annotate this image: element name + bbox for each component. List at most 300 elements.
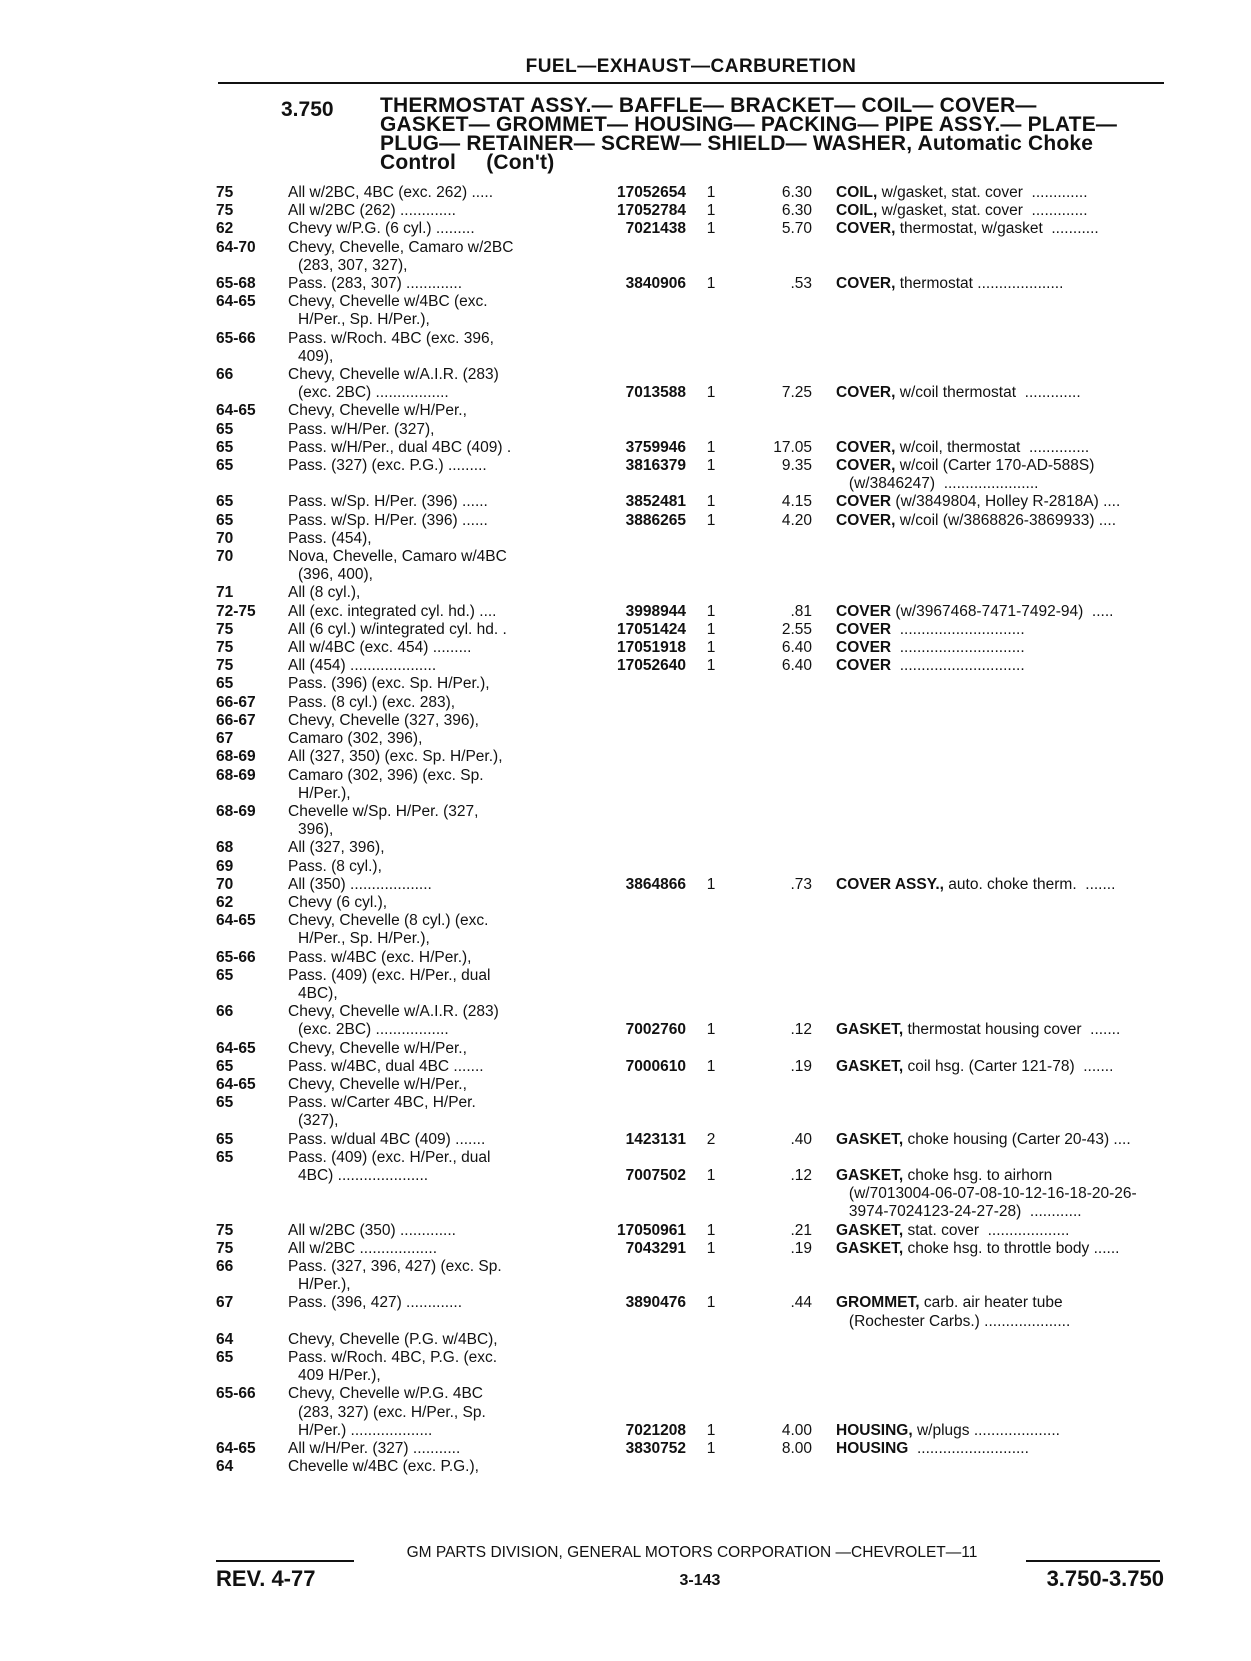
application [278,675,598,693]
description [812,439,1172,457]
application-text: (396, 400), [298,566,373,584]
table-row [216,1440,1166,1458]
application [278,1222,598,1240]
description [812,1058,1172,1076]
price [730,803,812,821]
parts-table [216,184,1166,1476]
part-number: 3840906 [625,275,686,293]
price [730,912,812,930]
model-year: 65 [216,438,234,456]
quantity: 2 [706,1130,716,1148]
quantity [686,1404,730,1422]
part-name: COIL, [836,202,878,220]
part-number [598,930,686,948]
quantity: 1 [706,202,716,220]
model-year [216,475,278,493]
part-number [598,730,686,748]
application [278,330,598,348]
model-year [216,1404,278,1422]
part-number [598,985,686,1003]
quantity: 1 [706,184,716,201]
application [278,548,598,566]
price [730,311,812,329]
description [812,1440,1172,1458]
description [812,1240,1172,1258]
quantity [686,1331,730,1349]
price: 7.25 [781,384,812,402]
model-year: 70 [216,548,234,566]
quantity [686,930,730,948]
price [730,748,812,766]
description [812,348,1172,366]
part-number [598,912,686,930]
table-row [216,839,1166,857]
application [278,967,598,985]
model-year: 66 [216,1003,234,1021]
application [278,1149,598,1167]
application [278,1094,598,1112]
part-name: GASKET, [836,1239,904,1257]
description [812,1422,1172,1440]
description [812,621,1172,639]
price [730,348,812,366]
application [278,530,598,548]
part-name: COVER, [836,275,896,293]
quantity [686,730,730,748]
application [278,584,598,602]
description [812,694,1172,712]
price [730,1385,812,1403]
application [278,858,598,876]
part-name: COVER [836,639,892,657]
quantity: 1 [706,620,716,638]
model-year [216,311,278,329]
application-text: Pass. (8 cyl.) (exc. 283), [288,693,456,711]
table-row [216,1185,1166,1203]
application-text: All (350) [288,875,346,893]
table-row [216,493,1166,511]
quantity [686,694,730,712]
part-description: auto. choke therm. ....... [943,875,1116,893]
application-text: H/Per.), [298,1276,351,1294]
part-name: GROMMET, [836,1294,920,1312]
application-text: All (454) [288,657,346,675]
table-row [216,730,1166,748]
table-row [216,1258,1166,1276]
quantity [686,1094,730,1112]
price [730,1203,812,1221]
application-text: All w/4BC (exc. 454) [288,639,429,657]
part-description: w/plugs .................... [912,1421,1060,1439]
description [812,184,1172,202]
application-text: (283, 327) (exc. H/Per., Sp. [298,1403,486,1421]
footer-rule-right [1026,1560,1160,1562]
price: .21 [790,1221,812,1239]
quantity [686,311,730,329]
model-year: 66 [216,366,234,384]
quantity: 1 [706,275,716,293]
quantity [686,348,730,366]
table-row [216,858,1166,876]
leader-dots: ................. [371,1021,449,1039]
part-number [598,1458,686,1476]
part-number: 17051918 [617,639,686,657]
model-year: 66-67 [216,711,256,729]
table-row [216,603,1166,621]
application-text: Pass. w/dual 4BC (409) [288,1130,451,1148]
table-row [216,1021,1166,1039]
table-row [216,1294,1166,1312]
table-row [216,1058,1166,1076]
part-number [598,1076,686,1094]
application [278,767,598,785]
part-name: COVER, [836,220,896,238]
model-year: 75 [216,184,234,201]
application-text: All w/2BC [288,1239,356,1257]
part-description: coil hsg. (Carter 121-78) ....... [903,1057,1114,1075]
part-number: 7000610 [625,1057,686,1075]
section-title-line: Control (Con't) [380,151,555,174]
application [278,1240,598,1258]
model-year: 68-69 [216,748,256,766]
description [812,1385,1172,1403]
price [730,548,812,566]
part-number [598,584,686,602]
application-text: All w/2BC (350) [288,1221,396,1239]
part-number: 3890476 [625,1294,686,1312]
price: .12 [790,1166,812,1184]
part-number [598,1258,686,1276]
application [278,202,598,220]
model-year: 70 [216,529,234,547]
part-number [598,1331,686,1349]
model-year: 65 [216,1148,234,1166]
model-year: 62 [216,220,234,238]
description [812,384,1172,402]
part-number: 17052654 [617,184,686,201]
description [812,1021,1172,1039]
quantity [686,912,730,930]
quantity [686,858,730,876]
application-text: Pass. w/Roch. 4BC, P.G. (exc. [288,1349,498,1366]
part-description: choke housing (Carter 20-43) .... [903,1130,1131,1148]
model-year: 65-66 [216,948,256,966]
part-number [598,767,686,785]
section-title-line: PLUG— RETAINER— SCREW— SHIELD— WASHER, Automatic Choke [380,132,1094,155]
application [278,1404,598,1422]
price: 6.40 [781,639,812,657]
quantity [686,985,730,1003]
part-name: COVER, [836,511,896,529]
part-number [598,402,686,420]
table-row [216,366,1166,384]
part-number [598,694,686,712]
table-row [216,1112,1166,1130]
quantity [686,1349,730,1367]
table-row [216,530,1166,548]
part-number [598,311,686,329]
table-row [216,1458,1166,1476]
leader-dots: ............. [401,1294,463,1312]
quantity: 1 [706,657,716,675]
price: 5.70 [781,220,812,238]
part-number [598,949,686,967]
table-row [216,439,1166,457]
model-year [216,1422,278,1440]
application [278,402,598,420]
price [730,1076,812,1094]
price [730,1258,812,1276]
table-row [216,548,1166,566]
quantity [686,421,730,439]
description [812,1003,1172,1021]
application [278,184,598,202]
application [278,821,598,839]
price [730,584,812,602]
application [278,876,598,894]
quantity [686,839,730,857]
price [730,694,812,712]
model-year: 75 [216,1221,234,1239]
part-number: 17052640 [617,657,686,675]
section-range: 3.750-3.750 [1046,1566,1164,1591]
part-description: (w/3846247) ...................... [836,475,1039,493]
part-number [598,821,686,839]
table-row [216,694,1166,712]
part-name: COVER, [836,457,896,475]
price: 4.20 [781,511,812,529]
table-row [216,257,1166,275]
quantity [686,1276,730,1294]
table-row [216,1167,1166,1185]
part-number [598,1040,686,1058]
part-name: GASKET, [836,1166,904,1184]
table-row [216,566,1166,584]
quantity [686,1258,730,1276]
part-number [598,858,686,876]
description [812,1112,1172,1130]
table-row [216,1367,1166,1385]
application [278,1076,598,1094]
model-year: 64-65 [216,1039,256,1057]
model-year: 65 [216,457,234,475]
table-row [216,767,1166,785]
part-name: GASKET, [836,1057,904,1075]
footer-company: GM PARTS DIVISION, GENERAL MOTORS CORPORATION —CHEVROLET—11 [406,1544,978,1561]
leader-dots: ...... [457,493,488,511]
description [812,239,1172,257]
leader-dots: ................. [371,384,449,402]
model-year [216,1021,278,1039]
application-text: Chevy, Chevelle w/4BC (exc. [288,293,488,311]
quantity [686,530,730,548]
application [278,1040,598,1058]
price [730,785,812,803]
model-year [216,1112,278,1130]
description [812,767,1172,785]
leader-dots: ......... [428,639,472,657]
table-row [216,293,1166,311]
application-text: 4BC), [298,984,338,1002]
application [278,421,598,439]
part-description: stat. cover ................... [903,1221,1070,1239]
price [730,1040,812,1058]
description [812,949,1172,967]
application [278,1058,598,1076]
part-number [598,803,686,821]
description [812,1149,1172,1167]
application-text: Pass. w/4BC, dual 4BC [288,1057,450,1075]
application [278,1422,598,1440]
price: 4.15 [781,493,812,511]
part-number: 17050961 [617,1221,686,1239]
application [278,293,598,311]
part-name: GASKET, [836,1130,904,1148]
quantity: 1 [706,1294,716,1312]
table-row [216,1094,1166,1112]
model-year [216,257,278,275]
part-number: 3864866 [625,875,686,893]
application [278,1185,598,1203]
application-text: Pass. (396, 427) [288,1294,402,1312]
part-number [598,785,686,803]
table-row [216,584,1166,602]
price [730,421,812,439]
model-year [216,348,278,366]
part-name: COVER [836,657,892,675]
description [812,1349,1172,1367]
model-year: 71 [216,584,234,602]
application [278,1313,598,1331]
part-description: choke hsg. to throttle body ...... [903,1239,1120,1257]
table-row [216,621,1166,639]
part-number [598,1003,686,1021]
table-row [216,912,1166,930]
table-row [216,311,1166,329]
leader-dots: ..... [467,184,494,201]
quantity: 1 [706,1021,716,1039]
application [278,1112,598,1130]
model-year: 66 [216,1257,234,1275]
part-description: (w/3967468-7471-7492-94) ..... [891,602,1114,620]
description [812,402,1172,420]
model-year: 72-75 [216,602,256,620]
table-row [216,876,1166,894]
model-year [216,1367,278,1385]
table-row [216,512,1166,530]
model-year [216,566,278,584]
table-row [216,1240,1166,1258]
quantity [686,821,730,839]
description [812,493,1172,511]
price [730,894,812,912]
price [730,1331,812,1349]
part-description: 3974-7024123-24-27-28) ............ [836,1203,1082,1221]
price: 2.55 [781,620,812,638]
description [812,930,1172,948]
application [278,1458,598,1476]
model-year [216,384,278,402]
table-row [216,1404,1166,1422]
price: 6.30 [781,202,812,220]
price [730,1404,812,1422]
description [812,1094,1172,1112]
leader-dots: ................... [346,1421,433,1439]
part-number [598,257,686,275]
quantity: 1 [706,384,716,402]
price [730,967,812,985]
description [812,202,1172,220]
application-text: Pass. w/Roch. 4BC (exc. 396, [288,329,494,347]
quantity [686,1112,730,1130]
table-row [216,421,1166,439]
table-row [216,985,1166,1003]
application-text: (327), [298,1112,339,1130]
application-text: Pass. w/4BC (exc. H/Per.), [288,948,472,966]
application [278,785,598,803]
section-number: 3.750 [281,98,334,121]
application-text: Chevelle w/4BC (exc. P.G.), [288,1458,479,1476]
model-year: 64-65 [216,402,256,420]
table-row [216,967,1166,985]
quantity [686,712,730,730]
model-year [216,1185,278,1203]
part-number [598,566,686,584]
price [730,330,812,348]
quantity [686,402,730,420]
part-description: ............................. [891,657,1025,675]
leader-dots: ..................... [333,1166,429,1184]
application-text: All w/H/Per. (327) [288,1440,409,1458]
quantity [686,257,730,275]
quantity: 1 [706,457,716,475]
application-text: Pass. w/Sp. H/Per. (396) [288,511,458,529]
part-name: GASKET, [836,1021,904,1039]
description [812,330,1172,348]
application-text: Pass. (454), [288,529,372,547]
application-text: All (6 cyl.) w/integrated cyl. hd. [288,620,499,638]
leader-dots: . [502,438,512,456]
application-text: Nova, Chevelle, Camaro w/4BC [288,548,507,566]
part-description: ............................. [891,620,1025,638]
part-description: ............................. [891,639,1025,657]
quantity [686,475,730,493]
part-name: HOUSING [836,1440,909,1458]
application [278,1167,598,1185]
table-row [216,1149,1166,1167]
model-year: 68 [216,839,234,857]
part-number: 3759946 [625,438,686,456]
model-year [216,985,278,1003]
description [812,530,1172,548]
table-row [216,1422,1166,1440]
application-text: All (8 cyl.), [288,584,361,602]
part-number: 7002760 [625,1021,686,1039]
quantity [686,1076,730,1094]
price [730,1349,812,1367]
leader-dots: ........... [408,1440,461,1458]
model-year: 68-69 [216,766,256,784]
price: 9.35 [781,457,812,475]
description [812,1131,1172,1149]
price [730,1458,812,1476]
model-year: 64 [216,1458,234,1476]
price [730,675,812,693]
section-title-line: GASKET— GROMMET— HOUSING— PACKING— PIPE ASSY.— PLATE— [380,113,1118,136]
part-number [598,675,686,693]
application [278,566,598,584]
price: 17.05 [773,438,812,456]
